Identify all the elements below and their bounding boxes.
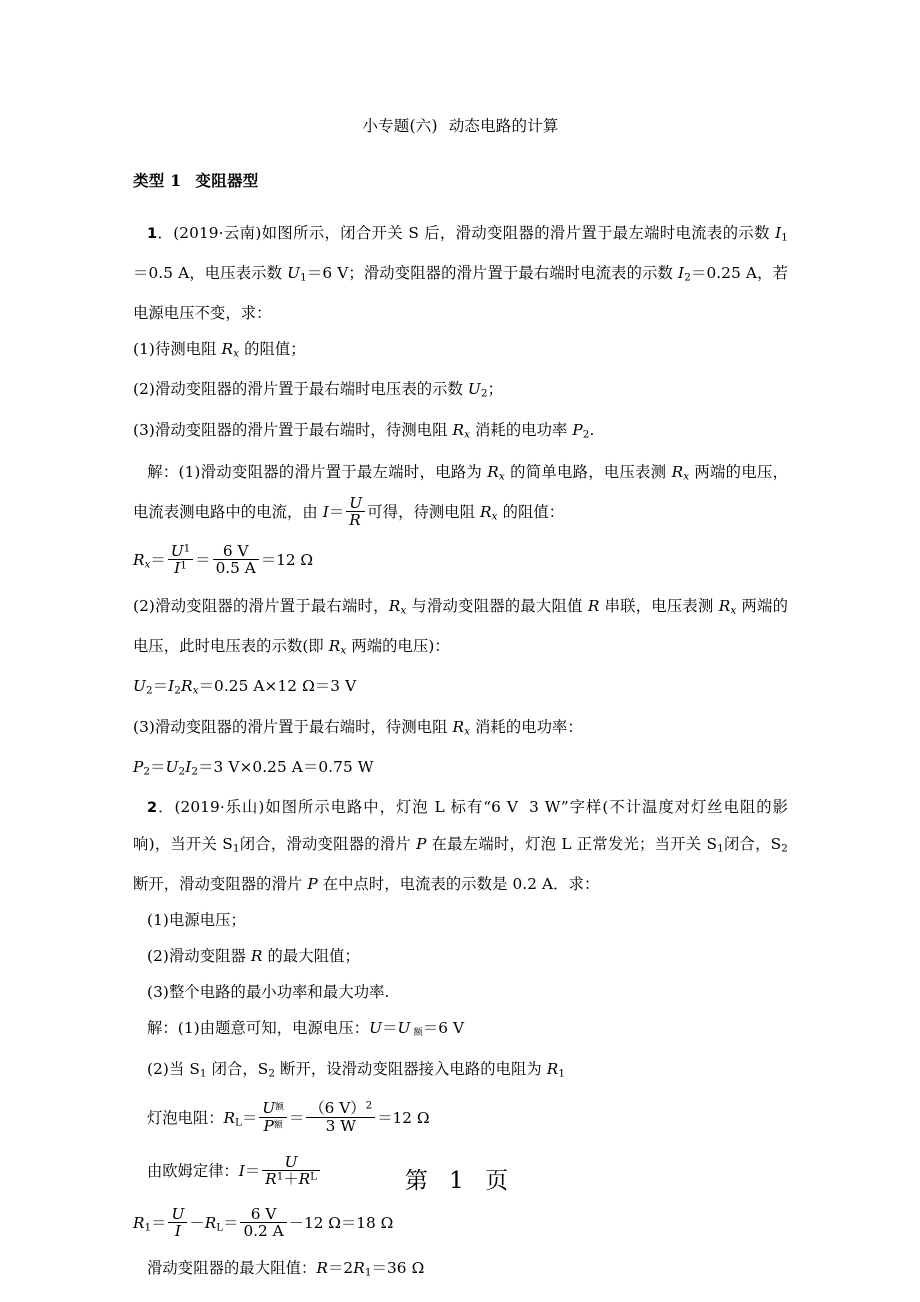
problem-2-question-2: (2)滑动变阻器 R 的最大阻值；	[147, 947, 360, 966]
problem-2-formula-r1: $R_1=$ $\frac{U}{I}$ $-R_L=$ $\frac{6 V}{0.2 A}$ －12 Ω＝18 Ω	[133, 1204, 394, 1241]
document-body	[133, 0, 788, 1291]
problem-2-solution-1: 解：(1)由题意可知，电源电压：U＝U $_额$＝6 V	[147, 1019, 465, 1039]
problem-2-formula-rmax: 滑动变阻器的最大阻值：$R=2R_1=36$ Ω	[147, 1259, 425, 1279]
problem-1-formula-p2: $P_2=U_2I_2=3$ V×0.25 A＝0.75 W	[133, 757, 374, 778]
problem-1-question-3: (3)滑动变阻器的滑片置于最右端时，待测电阻 $R_x$ 消耗的电功率 $P_2$.	[133, 420, 595, 440]
problem-1-question-1: (1)待测电阻 $R_x$ 的阻值；	[133, 340, 306, 360]
page-title: 小专题(六) 动态电路的计算	[362, 117, 559, 135]
section-heading: 类型 1 变阻器型	[133, 170, 259, 190]
problem-2-question-1: (1)电源电压；	[147, 911, 246, 930]
problem-2-formula-ohms-law: 由欧姆定律：I＝ $\frac{U}{R^1+R^L}$	[133, 1145, 788, 1197]
problem-1-stem: 1．(2019·云南)如图所示，闭合开关 S 后，滑动变阻器的滑片置于最左端时电流表的示数 $I_1=0.5$ A，电压表示数 $U_1=6$ V；滑动变阻器的滑片置于最右端时电流表的示数 $I_2=0.25$ A，若电源电压不变，求：	[133, 223, 788, 323]
problem-2-question-3: (3)整个电路的最小功率和最大功率.	[147, 983, 390, 1002]
problem-2-stem: 2．(2019·乐山)如图所示电路中，灯泡 L 标有“6 V 3 W”字样(不计温度对灯丝电阻的影响)，当开关 $S_1$闭合，滑动变阻器的滑片 P 在最左端时，灯泡 L 正常发光；当开关 $S_1$闭合，$S_2$ 断开，滑动变阻器的滑片 P 在中点时，电流表的示数是 0.2 A．求：	[133, 798, 788, 894]
problem-2-solution-2: (2)当 $S_1$ 闭合，$S_2$ 断开，设滑动变阻器接入电路的电阻为 $R_1$	[147, 1060, 566, 1080]
problem-1-formula-u2: $U_2=I_2R_x=0.25$ A×12 Ω＝3 V	[133, 677, 357, 697]
page-footer: 第 1 页	[404, 1168, 516, 1194]
problem-2-formula-lamp-resistance: 灯泡电阻：$R_L=$ $\frac{U^额}{P^额}$ ＝ $\frac{(6 V)^2}{3 W}$ ＝12 Ω	[147, 1099, 430, 1135]
problem-1-solution-step2: (2)滑动变阻器的滑片置于最右端时，$R_x$ 与滑动变阻器的最大阻值 R 串联，电压表测 $R_x$ 两端的电压，此时电压表的示数(即 $R_x$ 两端的电压)：	[133, 596, 788, 657]
problem-1-formula-rx: $R_x=$ $\frac{U^1}{I^1}$ ＝ $\frac{6 V}{0.5 A}$ ＝12 Ω	[133, 541, 314, 578]
problem-1-solution-step3: (3)滑动变阻器的滑片置于最右端时，待测电阻 $R_x$ 消耗的电功率：	[133, 717, 583, 737]
problem-1-solution-intro: 解：(1)滑动变阻器的滑片置于最左端时，电路为 $R_x$ 的简单电路，电压表测 $R_x$ 两端的电压，电流表测电路中的电流，由 I＝ $\frac{U}{R}$ 可得，待测电阻 $R_x$ 的阻值：	[133, 462, 788, 530]
problem-1-question-2: (2)滑动变阻器的滑片置于最右端时电压表的示数 $U_2$；	[133, 380, 503, 400]
